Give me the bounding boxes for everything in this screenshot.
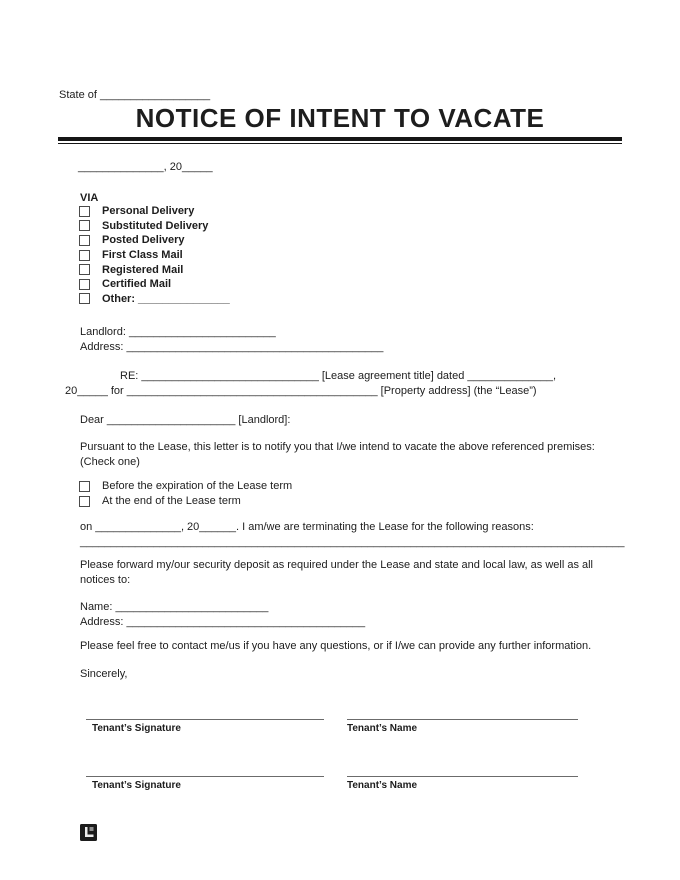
re-line-1[interactable]: RE: _____________________________ [Lease agreement title] dated ______________, [120, 370, 557, 383]
via-option-posted-delivery[interactable] [79, 233, 680, 248]
via-option-label: Personal Delivery [102, 205, 195, 218]
date-line[interactable]: ______________, 20_____ [78, 161, 213, 173]
state-of-line [59, 89, 680, 101]
via-option-label: Substituted Delivery [102, 219, 209, 232]
re-block [65, 369, 680, 399]
option-before-expiration[interactable] [79, 479, 680, 494]
via-option-other-label: Other: [102, 292, 135, 305]
landlord-line [80, 325, 680, 340]
checkbox-icon[interactable] [79, 264, 90, 275]
via-option-personal-delivery[interactable] [79, 204, 680, 219]
tenant-name-label: Tenant’s Name [347, 780, 418, 792]
notice-address-blank[interactable]: _______________________________________ [126, 616, 366, 629]
tenant-name-field[interactable] [347, 719, 578, 734]
landlord-block [80, 325, 680, 355]
checkbox-icon[interactable] [79, 250, 90, 261]
signature-row [86, 719, 680, 734]
check-one-group [0, 479, 680, 508]
landlord-address-line [80, 340, 680, 355]
tenant-name-label: Tenant’s Name [347, 723, 418, 735]
notice-name-blank[interactable]: _________________________ [115, 601, 269, 614]
landlord-address-label: Address: [80, 341, 127, 354]
via-option-certified-mail[interactable] [79, 277, 680, 292]
via-option-first-class-mail[interactable] [79, 248, 680, 263]
via-option-label: Certified Mail [102, 278, 172, 291]
via-option-label: Registered Mail [102, 263, 184, 276]
page-title: NOTICE OF INTENT TO VACATE [135, 103, 545, 133]
check-option-label: At the end of the Lease term [102, 495, 241, 508]
notice-name-label: Name: [80, 601, 116, 614]
checkbox-icon[interactable] [79, 481, 90, 492]
via-option-substituted-delivery[interactable] [79, 219, 680, 234]
checkbox-icon[interactable] [79, 235, 90, 246]
pursuant-paragraph: Pursuant to the Lease, this letter is to notify you that I/we intend to vacate the above referenced premises: (Check one) [80, 441, 595, 469]
notice-name-line [80, 600, 680, 615]
checkbox-icon[interactable] [79, 279, 90, 290]
checkbox-icon[interactable] [79, 220, 90, 231]
via-option-label: Posted Delivery [102, 234, 185, 247]
checkbox-icon[interactable] [79, 496, 90, 507]
checkbox-icon[interactable] [79, 293, 90, 304]
state-of-label: State of [59, 89, 100, 101]
state-of-blank[interactable]: __________________ [99, 89, 211, 101]
salutation-line[interactable]: Dear _____________________ [Landlord]: [80, 414, 291, 427]
signature-row [86, 776, 680, 791]
landlord-label: Landlord: [80, 326, 129, 339]
landlord-address-blank[interactable]: __________________________________________ [126, 341, 384, 354]
re-line-2[interactable]: 20_____ for _________________________________________ [Property address] (the “Lease”) [65, 385, 537, 398]
via-option-other[interactable] [79, 292, 680, 307]
deposit-paragraph: Please forward my/our security deposit as required under the Lease and state and local law, as well as all notices to: [80, 559, 594, 587]
termination-date-line[interactable]: on ______________, 20______. I am/we are terminating the Lease for the following reasons: [80, 521, 534, 534]
notice-address-line [80, 615, 680, 630]
title-divider-rule [58, 137, 622, 144]
via-option-label: First Class Mail [102, 249, 183, 262]
tenant-signature-label: Tenant’s Signature [92, 780, 181, 792]
tenant-name-field[interactable] [347, 776, 578, 791]
notices-block [80, 600, 680, 630]
via-option-registered-mail[interactable] [79, 262, 680, 277]
reasons-blank-line[interactable]: _________________________________________________________________________________________ [80, 536, 625, 549]
closing-line: Sincerely, [80, 668, 128, 681]
landlord-blank[interactable]: ________________________ [128, 326, 276, 339]
contact-paragraph: Please feel free to contact me/us if you have any questions, or if I/we can provide any further information. [80, 640, 592, 653]
option-end-of-term[interactable] [79, 494, 680, 509]
notice-address-label: Address: [80, 616, 127, 629]
checkbox-icon[interactable] [79, 206, 90, 217]
via-heading: VIA [80, 192, 99, 204]
tenant-signature-field[interactable] [86, 719, 324, 734]
check-option-label: Before the expiration of the Lease term [102, 480, 293, 493]
tenant-signature-field[interactable] [86, 776, 324, 791]
legal-templates-logo-icon [80, 824, 97, 841]
via-other-blank[interactable]: _______________ [138, 292, 230, 305]
tenant-signature-label: Tenant’s Signature [92, 723, 181, 735]
